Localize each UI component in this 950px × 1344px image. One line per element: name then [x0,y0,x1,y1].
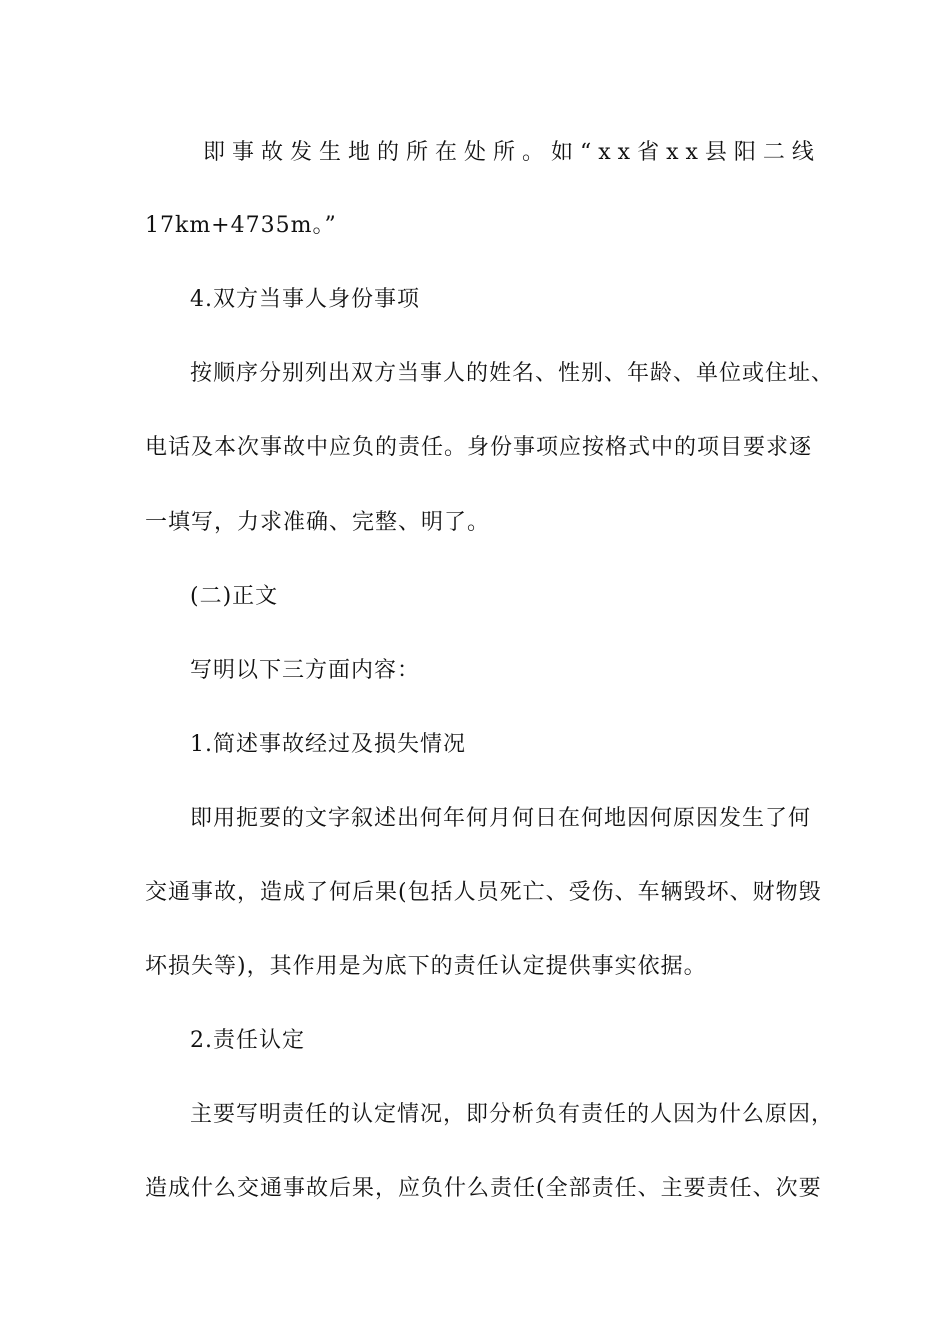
paragraph-line: 一填写，力求准确、完整、明了。 [145,510,491,535]
paragraph-line: 电话及本次事故中应负的责任。身份事项应按格式中的项目要求逐 [145,435,813,460]
section-heading: 4.双方当事人身份事项 [190,287,420,312]
paragraph-line: 17km+4735m。” [145,213,337,238]
paragraph-line: 即事故发生地的所在处所。如“xx省xx县阳二线 [203,140,821,165]
paragraph-line: 造成什么交通事故后果，应负什么责任(全部责任、主要责任、次要 [145,1176,822,1201]
paragraph-line: 写明以下三方面内容： [190,658,421,683]
section-heading: (二)正文 [190,584,279,609]
paragraph-line: 即用扼要的文字叙述出何年何月何日在何地因何原因发生了何 [190,806,812,831]
section-heading: 2.责任认定 [190,1028,305,1053]
paragraph-line: 交通事故，造成了何后果(包括人员死亡、受伤、车辆毁坏、财物毁 [145,880,822,905]
section-heading: 1.简述事故经过及损失情况 [190,732,466,757]
paragraph-line: 坏损失等)，其作用是为底下的责任认定提供事实依据。 [145,954,707,979]
paragraph-line: 按顺序分别列出双方当事人的姓名、性别、年龄、单位或住址、 [190,361,835,386]
paragraph-line: 主要写明责任的认定情况，即分析负有责任的人因为什么原因， [190,1102,835,1127]
